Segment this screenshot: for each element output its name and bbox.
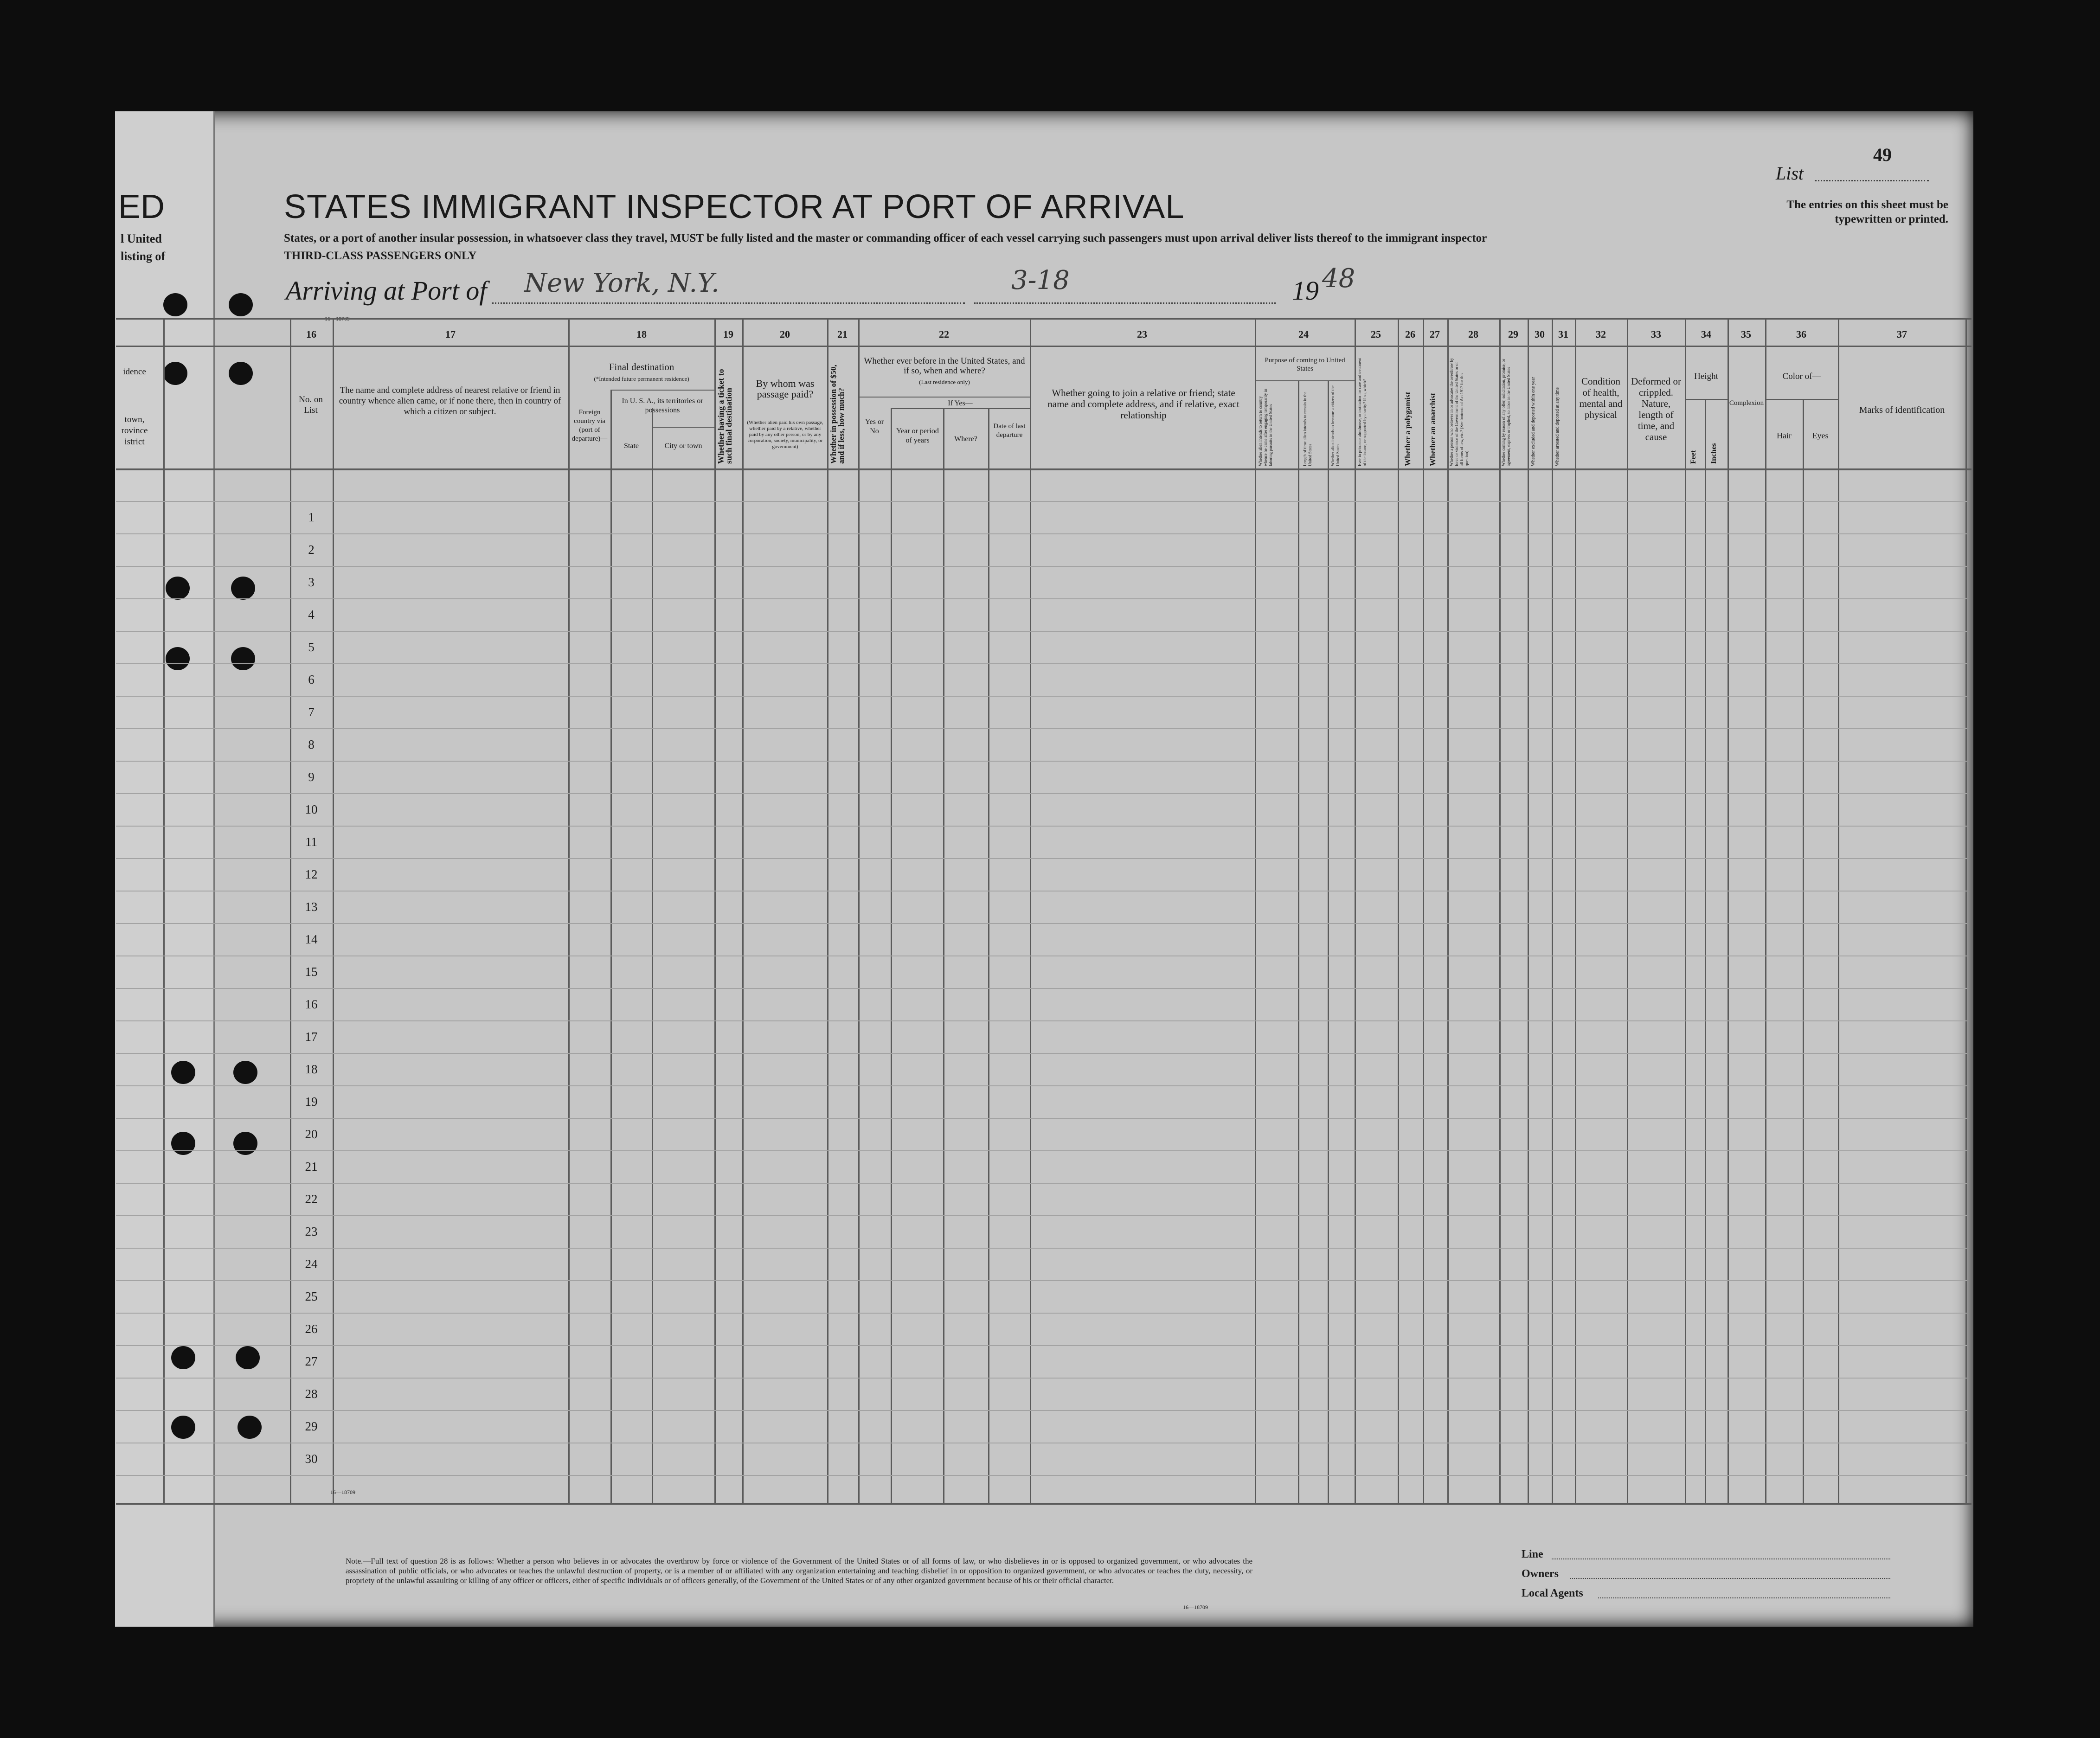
row-number: 7 [308,705,315,719]
header-city: City or town [664,442,702,450]
note-top: The entries on this sheet must be typewritten or printed. [1786,199,1948,225]
column-number: 36 [1796,328,1806,340]
arriving-label: Arriving at Port of [286,276,487,306]
row-number: 24 [305,1257,318,1271]
list-number: 49 [1873,144,1892,165]
header-eyes: Eyes [1812,431,1829,440]
header-marks: Marks of identification [1859,405,1945,415]
header-nearest-relative: The name and complete address of nearest relative or friend in country whence alien came, or if none there, then in country of which a citizen or subject. [339,385,561,417]
column-number: 28 [1468,328,1478,340]
list-label: List [1776,163,1804,184]
row-number: 22 [305,1192,318,1206]
row-number: 12 [305,867,318,881]
punch-hole-icon [229,362,253,385]
row-number: 26 [305,1322,318,1336]
row-number: 16 [305,997,318,1011]
column-number: 37 [1897,328,1907,340]
header-where: Where? [954,435,977,443]
row-number: 13 [305,900,318,914]
header-last-departure: Date of last departure [993,423,1026,439]
header-foreign-country: Foreign country via (port of departure)— [572,409,608,443]
header-possession-money: Whether in possession of $50, and if less, how much? [829,365,846,464]
footer-owners-label: Owners [1522,1568,1559,1580]
row-number: 20 [305,1127,318,1141]
row-number: 11 [305,835,317,849]
header-ever-before-us: Whether ever before in the United States, and if so, when and where? [864,356,1025,376]
header-ticket: Whether having a ticket to such final destination [716,369,733,464]
header-anarchist: Whether an anarchist [1428,392,1437,466]
header-inches: Inches [1710,443,1718,464]
page-title: STATES IMMIGRANT INSPECTOR AT PORT OF ARRIVAL [284,188,1185,225]
punch-hole-icon [171,1061,195,1084]
row-number: 30 [305,1452,318,1466]
column-number: 26 [1405,328,1415,340]
column-number: 20 [780,328,790,340]
column-number: 35 [1741,328,1751,340]
punch-hole-icon [166,577,190,600]
column-number: 34 [1701,328,1711,340]
row-number: 23 [305,1225,318,1238]
header-prison: Ever in prison or almshouse, or institution for care and treatment of the insane, or supported by charity? If so, which? [1357,358,1367,466]
header-yes-no: Yes or No [865,418,884,435]
row-number: 21 [305,1160,318,1174]
column-number: 16 [306,328,316,340]
header-feet: Feet [1689,450,1697,464]
punch-hole-icon [229,293,253,316]
year-printed: 19 [1292,276,1319,306]
header-purpose-c: Whether alien intends to become a citizen of the United States [1330,385,1340,466]
punch-hole-icon [236,1346,260,1369]
punch-hole-icon [163,293,187,316]
header-final-destination-sub: (*Intended future permanent residence) [594,375,689,382]
row-number: 3 [308,575,315,589]
header-height: Height [1694,372,1718,381]
header-deformed: Deformed or crippled. Nature, length of time, and cause [1631,376,1681,443]
header-color-of: Color of— [1782,372,1821,381]
stub-header-1: idence [123,367,146,377]
header-purpose: Purpose of coming to United States [1265,357,1345,372]
punch-hole-icon [171,1416,195,1439]
column-number: 33 [1651,328,1661,340]
column-number: 21 [837,328,848,340]
class-line: THIRD-CLASS PASSENGERS ONLY [284,250,477,262]
header-purpose-b: Length of time alien intends to remain in the United States [1303,391,1312,466]
row-number: 25 [305,1289,318,1303]
header-usa: In U. S. A., its territories or possessions [622,397,703,414]
header-if-yes: If Yes— [948,399,973,407]
punch-hole-icon [231,577,255,600]
row-number: 4 [308,608,315,622]
header-hair: Hair [1777,431,1792,440]
header-arrested: Whether arrested and deported at any time [1555,387,1560,466]
row-number: 27 [305,1354,318,1368]
header-final-destination: Final destination [609,361,674,372]
column-number: 25 [1371,328,1381,340]
port-handwritten: New York, N.Y. [524,268,719,298]
header-purpose-a: Whether alien intends to return to country whence he came after engaging temporarily in laboring pursuits in the United States [1258,389,1273,466]
punch-hole-icon [233,1061,257,1084]
header-health: Condition of health, mental and physical [1579,376,1623,420]
stub-header-3: rovince [121,426,148,436]
column-number: 17 [445,328,456,340]
column-number: 24 [1298,328,1309,340]
date-handwritten: 3-18 [1011,265,1070,295]
punch-hole-icon [231,647,255,670]
row-number: 6 [308,673,315,686]
punch-hole-icon [171,1132,195,1155]
punch-hole-icon [163,362,187,385]
year-handwritten: 48 [1322,263,1355,294]
header-state: State [624,442,639,450]
row-number: 29 [305,1419,318,1433]
table-form-code: 16—18709 [330,1489,355,1495]
column-number: 19 [723,328,733,340]
stub-line-2: listing of [121,250,166,263]
header-passage-paid-sub: (Whether alien paid his own passage, whether paid by a relative, whether paid by any other person, or by any corporation, society, municipality, or government) [747,420,823,449]
row-number: 15 [305,965,318,979]
stub-line-1: l United [121,232,162,245]
header-excluded: Whether excluded and deported within one year [1531,377,1536,466]
footer-agents-label: Local Agents [1522,1587,1583,1599]
column-number: 29 [1508,328,1518,340]
row-number: 14 [305,932,318,946]
punch-hole-icon [238,1416,262,1439]
column-number: 22 [939,328,949,340]
subtitle: States, or a port of another insular possession, in whatsoever class they travel, MUST be fully listed and the master or commanding officer of each vessel carrying such passengers must upon arrival deliver lists thereof to the immigrant inspector [284,232,1487,244]
header-period-years: Year or period of years [896,427,939,444]
footer-line-label: Line [1522,1548,1543,1560]
header-question-28: Whether a person who believes in or advocates the overthrow by force or violence of the Government of the United States or of all forms of law, etc.? (See footnote of Act 1917 for this question) [1449,358,1469,466]
footer-note: Note.—Full text of question 28 is as follows: Whether a person who believes in or advocates the overthrow by force or violence of the Government of the United States or of all forms of law, or who disbelieves in or is opposed to organized government, or who advocates the assassination of public officials, or who advocates or teaches the unlawful destruction of property, or is a member of or affiliated with any organization entertaining and teaching disbelief in or opposition to organized government, or who advocates or teaches the duty, necessity, or propriety of the unlawful assaulting or killing of any officer or officers, either of specific individuals or of officers generally, of the Government of the United States or of any other organized government because of his or their official character. [346,1557,1252,1585]
punch-hole-icon [171,1346,195,1369]
stub-title: ED [118,188,165,225]
punch-hole-icon [166,647,190,670]
left-stub [115,111,215,1627]
row-number: 8 [308,738,315,751]
column-number: 31 [1558,328,1568,340]
row-number: 10 [305,802,318,816]
row-number: 5 [308,640,315,654]
header-polygamist: Whether a polygamist [1403,391,1412,466]
stub-header-2: town, [124,415,145,424]
row-number: 28 [305,1387,318,1401]
column-number: 23 [1137,328,1147,340]
row-number: 2 [308,543,315,557]
header-passage-paid: By whom was passage paid? [756,378,815,400]
header-ever-before-sub: (Last residence only) [919,378,970,385]
header-list-number: No. on List [299,395,323,415]
header-labor-offer: Whether coming by reason of any offer, solicitation, promise, or agreement, express or implied, to labor in the United States [1501,359,1511,466]
column-number: 32 [1596,328,1606,340]
stub-header-4: istrict [124,437,145,447]
column-number: 27 [1430,328,1440,340]
column-number: 30 [1535,328,1545,340]
column-number: 18 [636,328,647,340]
row-number: 19 [305,1095,318,1109]
header-join-relative: Whether going to join a relative or friend; state name and complete address, and if relative, exact relationship [1047,387,1239,421]
row-number: 17 [305,1030,318,1044]
row-number: 1 [308,510,315,524]
header-complexion: Complexion [1729,399,1764,407]
punch-hole-icon [233,1132,257,1155]
footer-code: 16—18709 [1183,1604,1208,1610]
row-number: 18 [305,1062,318,1076]
row-number: 9 [308,770,315,784]
